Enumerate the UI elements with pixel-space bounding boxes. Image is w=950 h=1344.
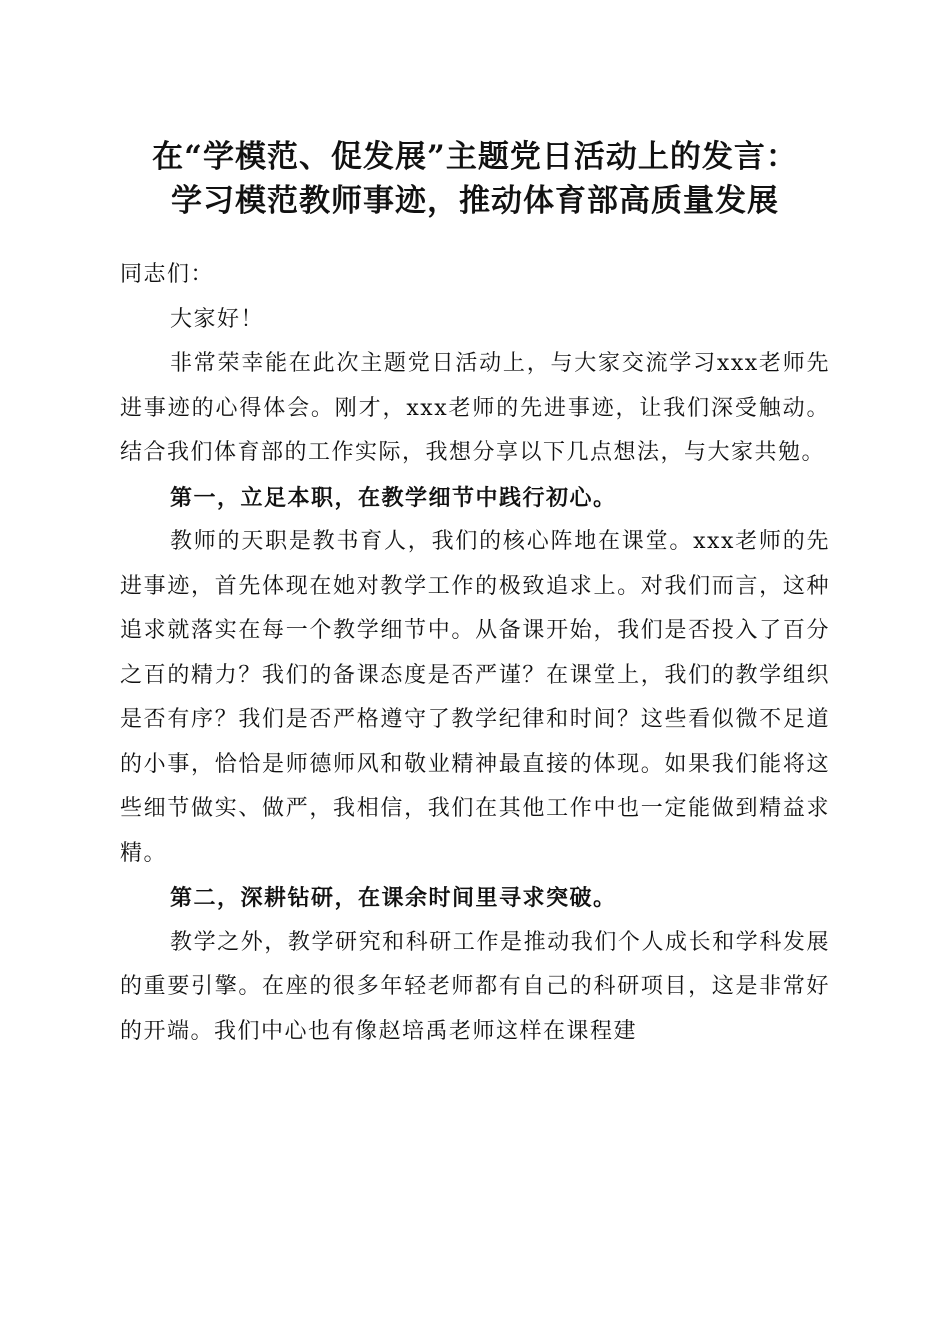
greeting: 大家好！	[170, 306, 265, 332]
document-title	[100, 137, 850, 225]
intro-paragraph: 非常荣幸能在此次主题党日活动上，与大家交流学习xxx老师先进事迹的心得体会。刚才，xxx老师的先进事迹，让我们深受触动。结合我们体育部的工作实际，我想分享以下几点想法，与大家共勉。	[120, 351, 830, 465]
section-paragraph-1: 教师的天职是教书育人，我们的核心阵地在课堂。xxx老师的先进事迹，首先体现在她对教学工作的极致追求上。对我们而言，这种追求就落实在每一个教学细节中。从备课开始，我们是否投入了百分之百的精力？我们的备课态度是否严谨？在课堂上，我们的教学组织是否有序？我们是否严格遵守了教学纪律和时间？这些看似微不足道的小事，恰恰是师德师风和敬业精神最直接的体现。如果我们能将这些细节做实、做严，我相信，我们在其他工作中也一定能做到精益求精。	[120, 529, 830, 866]
section-heading-2: 第二，深耕钻研，在课余时间里寻求突破。	[170, 885, 617, 911]
section-heading-1: 第一，立足本职，在教学细节中践行初心。	[170, 484, 617, 511]
title-line-2: 学习模范教师事迹，推动体育部高质量发展	[171, 183, 779, 219]
title-line-1: 在“学模范、促发展”主题党日活动上的发言：	[152, 139, 798, 175]
section-paragraph-2: 教学之外，教学研究和科研工作是推动我们个人成长和学科发展的重要引擎。在座的很多年轻老师都有自己的科研项目，这是非常好的开端。我们中心也有像赵培禹老师这样在课程建	[120, 929, 830, 1044]
document-body	[120, 253, 830, 1054]
salutation: 同志们：	[120, 262, 215, 287]
